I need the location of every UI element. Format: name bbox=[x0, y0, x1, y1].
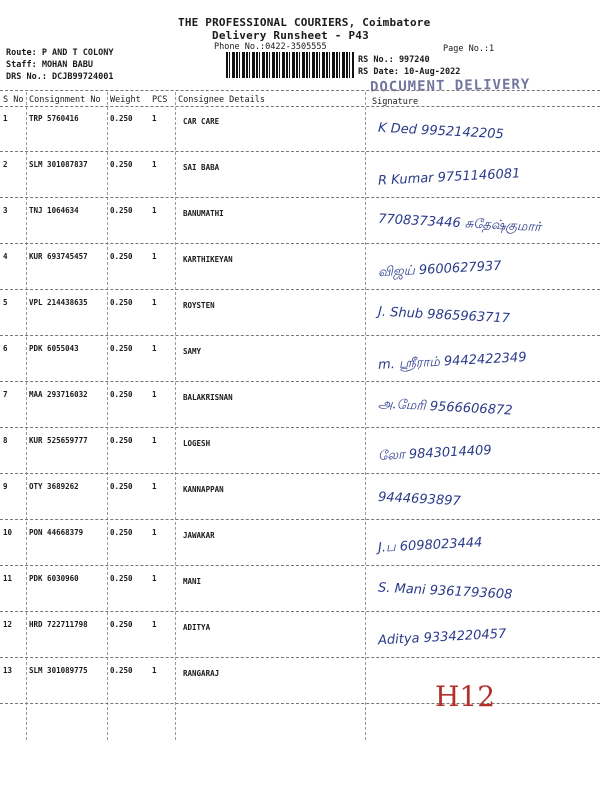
row-sno: 11 bbox=[3, 574, 13, 583]
row-consignment-no: SLM 301087837 bbox=[29, 160, 88, 169]
row-consignment-no: KUR 525659777 bbox=[29, 436, 88, 445]
row-weight: 0.250 bbox=[110, 482, 133, 491]
row-consignee: SAI BABA bbox=[183, 163, 220, 172]
row-sno: 2 bbox=[3, 160, 8, 169]
row-pcs: 1 bbox=[152, 344, 157, 353]
handwritten-signature: Aditya 9334220457 bbox=[377, 626, 507, 649]
row-consignee: CAR CARE bbox=[183, 117, 220, 126]
route-label: Route: P AND T COLONY bbox=[6, 48, 114, 58]
row-consignee: SAMY bbox=[183, 347, 202, 356]
row-consignment-no: TRP 5760416 bbox=[29, 114, 79, 123]
row-consignee: MANI bbox=[183, 577, 202, 586]
col-weight: Weight bbox=[110, 95, 141, 105]
row-weight: 0.250 bbox=[110, 436, 133, 445]
row-consignee: RANGARAJ bbox=[183, 669, 220, 678]
row-weight: 0.250 bbox=[110, 528, 133, 537]
row-pcs: 1 bbox=[152, 528, 157, 537]
handwritten-signature: m. ஸ்ரீராம் 9442422349 bbox=[377, 350, 527, 373]
row-divider bbox=[0, 427, 600, 428]
row-weight: 0.250 bbox=[110, 160, 133, 169]
row-divider bbox=[0, 197, 600, 198]
row-consignment-no: SLM 301089775 bbox=[29, 666, 88, 675]
column-divider bbox=[365, 92, 366, 740]
col-signature: Signature bbox=[372, 97, 419, 107]
row-sno: 1 bbox=[3, 114, 8, 123]
row-consignee: KANNAPPAN bbox=[183, 485, 224, 494]
row-consignee: LOGESH bbox=[183, 439, 211, 448]
row-weight: 0.250 bbox=[110, 390, 133, 399]
row-divider bbox=[0, 151, 600, 152]
row-pcs: 1 bbox=[152, 482, 157, 491]
row-divider bbox=[0, 243, 600, 244]
document-delivery-stamp: DOCUMENT DELIVERY bbox=[369, 76, 531, 96]
rs-date: RS Date: 10-Aug-2022 bbox=[358, 67, 461, 77]
row-weight: 0.250 bbox=[110, 252, 133, 261]
handwritten-signature: விஜய் 9600627937 bbox=[377, 258, 502, 281]
row-pcs: 1 bbox=[152, 666, 157, 675]
row-pcs: 1 bbox=[152, 252, 157, 261]
handwritten-signature: R Kumar 9751146081 bbox=[377, 166, 521, 189]
row-consignee: JAWAKAR bbox=[183, 531, 215, 540]
row-divider bbox=[0, 657, 600, 658]
rs-number: RS No.: 997240 bbox=[358, 55, 430, 65]
handwritten-signature: J.ப 6098023444 bbox=[377, 535, 483, 556]
row-weight: 0.250 bbox=[110, 620, 133, 629]
col-sno: S No bbox=[3, 95, 24, 105]
column-divider bbox=[175, 92, 176, 740]
row-weight: 0.250 bbox=[110, 666, 133, 675]
column-divider bbox=[26, 92, 27, 740]
row-pcs: 1 bbox=[152, 574, 157, 583]
handwritten-signature: அ.மேரி 9566606872 bbox=[377, 396, 513, 419]
row-divider bbox=[0, 611, 600, 612]
row-sno: 9 bbox=[3, 482, 8, 491]
drs-number: DRS No.: DCJB99724001 bbox=[6, 72, 114, 82]
row-consignee: ROYSTEN bbox=[183, 301, 215, 310]
row-sno: 12 bbox=[3, 620, 13, 629]
row-consignee: BALAKRISNAN bbox=[183, 393, 233, 402]
handwritten-signature: J. Shub 9865963717 bbox=[377, 304, 511, 327]
row-divider bbox=[0, 289, 600, 290]
row-divider bbox=[0, 381, 600, 382]
header-bottom-divider bbox=[0, 106, 600, 107]
handwritten-signature: லோ 9843014409 bbox=[377, 443, 492, 464]
row-consignment-no: KUR 693745457 bbox=[29, 252, 88, 261]
row-pcs: 1 bbox=[152, 160, 157, 169]
handwritten-signature: 7708373446 சுதேஷ்குமார் bbox=[377, 211, 542, 236]
row-weight: 0.250 bbox=[110, 206, 133, 215]
row-sno: 5 bbox=[3, 298, 8, 307]
company-name: THE PROFESSIONAL COURIERS, Coimbatore bbox=[178, 16, 431, 29]
phone-number: Phone No.:0422-3505555 bbox=[214, 42, 327, 52]
row-pcs: 1 bbox=[152, 390, 157, 399]
row-weight: 0.250 bbox=[110, 574, 133, 583]
col-consignee: Consignee Details bbox=[178, 95, 265, 105]
handwritten-note: H12 bbox=[435, 680, 496, 713]
row-weight: 0.250 bbox=[110, 114, 133, 123]
row-sno: 4 bbox=[3, 252, 8, 261]
col-pcs: PCS bbox=[152, 95, 168, 105]
row-consignment-no: MAA 293716032 bbox=[29, 390, 88, 399]
column-divider bbox=[107, 92, 108, 740]
row-sno: 10 bbox=[3, 528, 13, 537]
row-consignment-no: PON 44668379 bbox=[29, 528, 84, 537]
row-consignee: ADITYA bbox=[183, 623, 211, 632]
row-divider bbox=[0, 473, 600, 474]
row-weight: 0.250 bbox=[110, 344, 133, 353]
row-consignment-no: HRD 722711798 bbox=[29, 620, 88, 629]
header-top-divider bbox=[0, 90, 600, 91]
row-consignment-no: VPL 214438635 bbox=[29, 298, 88, 307]
row-divider bbox=[0, 519, 600, 520]
staff-label: Staff: MOHAN BABU bbox=[6, 60, 93, 70]
row-pcs: 1 bbox=[152, 620, 157, 629]
row-sno: 3 bbox=[3, 206, 8, 215]
row-divider bbox=[0, 565, 600, 566]
row-sno: 8 bbox=[3, 436, 8, 445]
row-consignment-no: PDK 6055043 bbox=[29, 344, 79, 353]
row-sno: 7 bbox=[3, 390, 8, 399]
row-divider bbox=[0, 703, 600, 704]
row-consignee: BANUMATHI bbox=[183, 209, 224, 218]
row-pcs: 1 bbox=[152, 436, 157, 445]
row-divider bbox=[0, 335, 600, 336]
row-sno: 13 bbox=[3, 666, 13, 675]
col-consignment: Consignment No bbox=[29, 95, 101, 105]
row-consignee: KARTHIKEYAN bbox=[183, 255, 233, 264]
row-sno: 6 bbox=[3, 344, 8, 353]
page-number: Page No.:1 bbox=[443, 44, 495, 54]
row-consignment-no: OTY 3689262 bbox=[29, 482, 79, 491]
row-pcs: 1 bbox=[152, 298, 157, 307]
handwritten-signature: K Ded 9952142205 bbox=[377, 120, 505, 143]
handwritten-signature: 9444693897 bbox=[377, 489, 462, 510]
row-weight: 0.250 bbox=[110, 298, 133, 307]
row-consignment-no: TNJ 1064634 bbox=[29, 206, 79, 215]
row-pcs: 1 bbox=[152, 206, 157, 215]
row-pcs: 1 bbox=[152, 114, 157, 123]
sheet-title: Delivery Runsheet - P43 bbox=[212, 29, 369, 42]
handwritten-signature: S. Mani 9361793608 bbox=[377, 580, 513, 603]
barcode-image bbox=[226, 52, 354, 78]
row-consignment-no: PDK 6030960 bbox=[29, 574, 79, 583]
